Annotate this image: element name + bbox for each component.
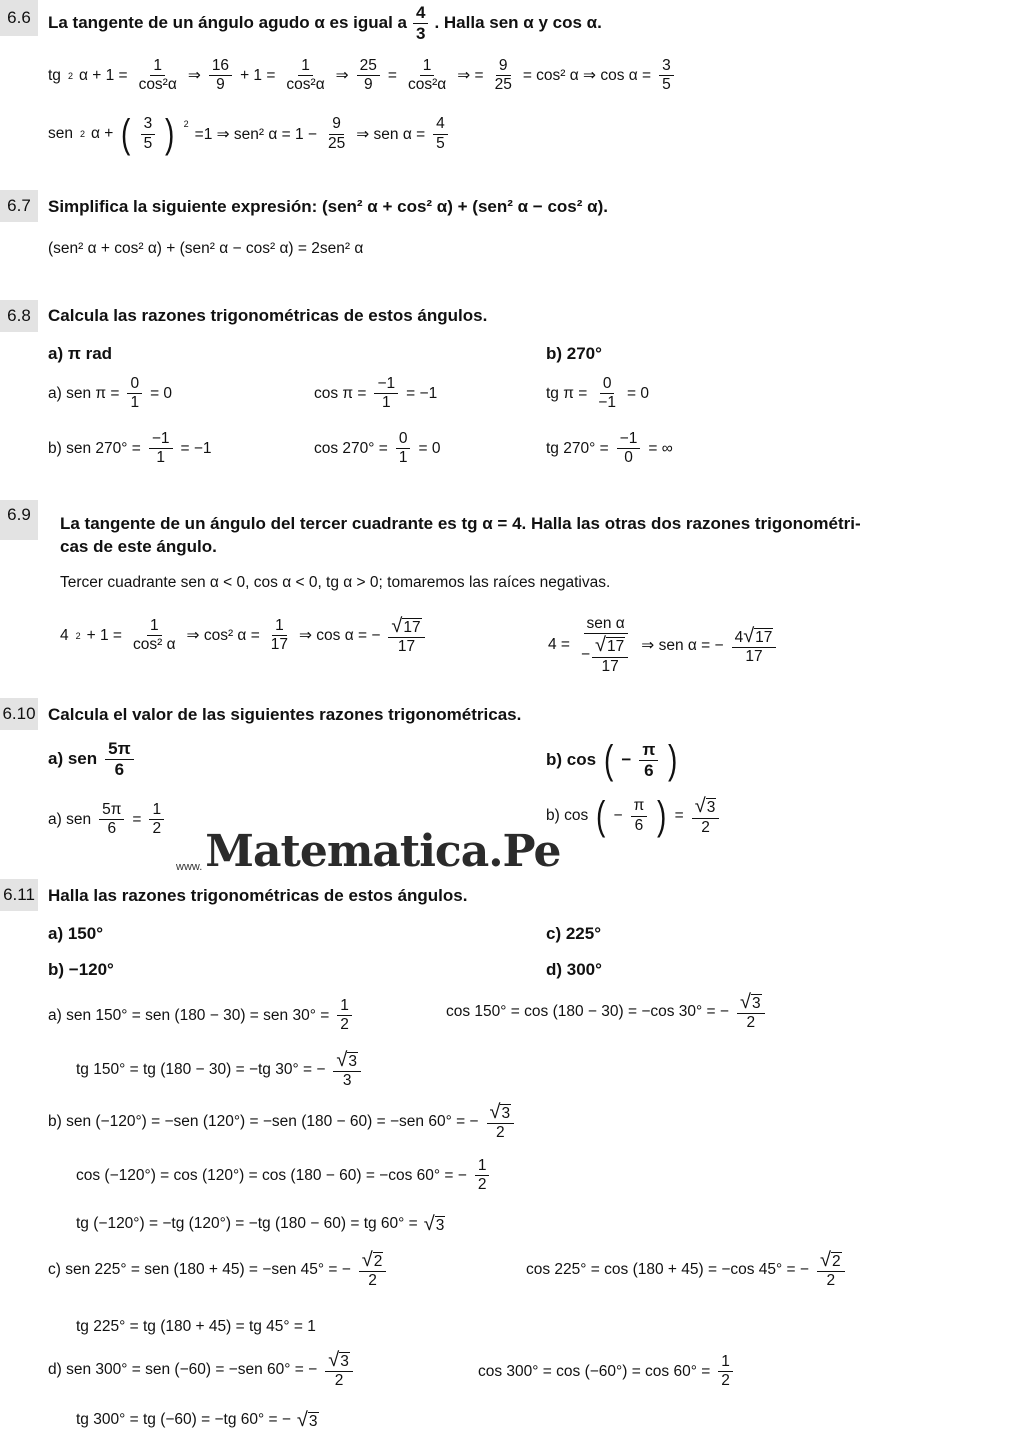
part-b: b) cos ( − $\frac{\pi}{6}$ ) [546, 738, 678, 782]
solution-line: tg π = $\frac{0}{-1}$ = 0 [546, 375, 649, 412]
fraction: $\frac{9}{25}$ [327, 115, 346, 152]
problem-statement: Calcula el valor de las siguientes razones trigonométricas. [48, 705, 522, 724]
problem-number: 6.6 [0, 0, 38, 36]
part-a: a) π rad [48, 344, 113, 363]
solution-line: a) sen $\frac{5\pi}{6}$ = $\frac{1}{2}$ [48, 802, 166, 838]
problem-statement: La tangente de un ángulo del tercer cuadrante es tg α = 4. Halla las otras dos razones trigonométri- [60, 514, 861, 533]
solution-line: tg 2 α + 1 = $\frac{1}{\text{cos²α}}$ ⇒ $\frac{16}{9}$ + 1 = $\frac{1}{\text{cos²α}}$ ⇒ $\frac{25}{9}$ = $\frac{1}{\text{cos²α}}$ ⇒ = $\frac{9}{25}$ = cos² α ⇒ cos α = $\frac{3}{5}$ [48, 58, 676, 94]
solution-line: a) sen 150° = sen (180 − 30) = sen 30° = $\frac{1}{2}$ [48, 998, 354, 1034]
part-b: b) 270° [546, 344, 602, 363]
fraction: $\frac{4}{3}$ [413, 4, 428, 43]
solution-line: cos π = $\frac{-1}{1}$ = −1 [314, 375, 438, 412]
solution-line: b) sen (−120°) = −sen (120°) = −sen (180 − 60) = −sen 60° = − √ 3 2 [48, 1102, 516, 1142]
problem-statement: Calcula las razones trigonométricas de estos ángulos. [48, 306, 488, 325]
solution-line: cos 150° = cos (180 − 30) = −cos 30° = − √ 3 2 [446, 992, 767, 1032]
problem-statement: Halla las razones trigonométricas de estos ángulos. [48, 886, 468, 905]
problem-number: 6.7 [0, 190, 38, 222]
fraction: $\frac{3}{5}$ [659, 58, 674, 94]
fraction: $\frac{1}{\text{cos²α}}$ [407, 57, 447, 94]
solution-line: cos (−120°) = cos (120°) = cos (180 − 60) = −cos 60° = − $\frac{1}{2}$ [76, 1158, 491, 1194]
watermark-logo: www. Matematica.Pe [176, 826, 561, 877]
part-a: a) 150° [48, 924, 104, 943]
fraction: $\frac{16}{9}$ [209, 58, 232, 94]
solution-line: 4 = sen α − √ 17 17 ⇒ sen α = − 4 √ 17 17 [548, 616, 778, 675]
solution-line: tg (−120°) = −tg (120°) = −tg (180 − 60) = tg 60° = √ 3 [76, 1213, 445, 1235]
fraction: $\frac{4}{5}$ [433, 116, 448, 152]
solution-note: Tercer cuadrante sen α < 0, cos α < 0, tg α > 0; tomaremos las raíces negativas. [60, 574, 611, 591]
solution-line: a) sen π = $\frac{0}{1}$ = 0 [48, 375, 173, 412]
solution-line: b) sen 270° = $\frac{-1}{1}$ = −1 [48, 430, 212, 467]
statement-text: La tangente de un ángulo agudo α es igual a [48, 13, 407, 33]
solution-line: tg 225° = tg (180 + 45) = tg 45° = 1 [76, 1318, 316, 1335]
solution-line: c) sen 225° = sen (180 + 45) = −sen 45° = − √ 2 2 [48, 1250, 388, 1290]
problem-number: 6.8 [0, 300, 38, 332]
problem-statement: cas de este ángulo. [60, 537, 217, 556]
part-c: c) 225° [546, 924, 602, 943]
solution-line: (sen² α + cos² α) + (sen² α − cos² α) = 2sen² α [48, 240, 364, 257]
solution-line: 4 2 + 1 = $\frac{1}{\text{cos² α}}$ ⇒ cos² α = $\frac{1}{17}$ ⇒ cos α = − √ 17 17 [60, 616, 427, 656]
part-b: b) −120° [48, 960, 114, 979]
solution-line: cos 225° = cos (180 + 45) = −cos 45° = − √ 2 2 [526, 1250, 847, 1290]
solution-line: tg 270° = $\frac{-1}{0}$ = ∞ [546, 430, 673, 467]
statement-text: . Halla sen α y cos α. [434, 13, 602, 33]
problem-statement [48, 4, 602, 43]
problem-statement: Simplifica la siguiente expresión: (sen² α + cos² α) + (sen² α − cos² α). [48, 197, 608, 216]
solution-line: d) sen 300° = sen (−60) = −sen 60° = − √ 3 2 [48, 1350, 355, 1390]
part-d: d) 300° [546, 960, 602, 979]
fraction: $\frac{1}{\text{cos²α}}$ [286, 57, 325, 94]
fraction: $\frac{9}{25}$ [494, 57, 512, 94]
fraction: $\frac{3}{5}$ [141, 116, 156, 152]
fraction: $\frac{1}{\text{cos²α}}$ [138, 57, 177, 94]
part-a: a) sen $\frac{5\pi}{6}$ [48, 740, 136, 779]
fraction: $\frac{25}{9}$ [357, 58, 380, 94]
problem-number: 6.11 [0, 879, 38, 911]
problem-number: 6.10 [0, 698, 38, 730]
solution-line: cos 300° = cos (−60°) = cos 60° = $\frac{1}{2}$ [478, 1354, 735, 1390]
solution-line: sen 2 α + ( $\frac{3}{5}$ ) $^2$ =1 ⇒ sen² α = 1 − $\frac{9}{25}$ ⇒ sen α = $\frac{4}{5}$ [48, 114, 450, 154]
solution-line: tg 150° = tg (180 − 30) = −tg 30° = − √ 3 3 [76, 1050, 363, 1090]
solution-line: cos 270° = $\frac{0}{1}$ = 0 [314, 430, 441, 467]
solution-line: b) cos ( − $\frac{\pi}{6}$ ) = √ 3 2 [546, 796, 721, 836]
problem-number: 6.9 [0, 500, 38, 540]
solution-line: tg 300° = tg (−60) = −tg 60° = − √ 3 [76, 1409, 318, 1431]
